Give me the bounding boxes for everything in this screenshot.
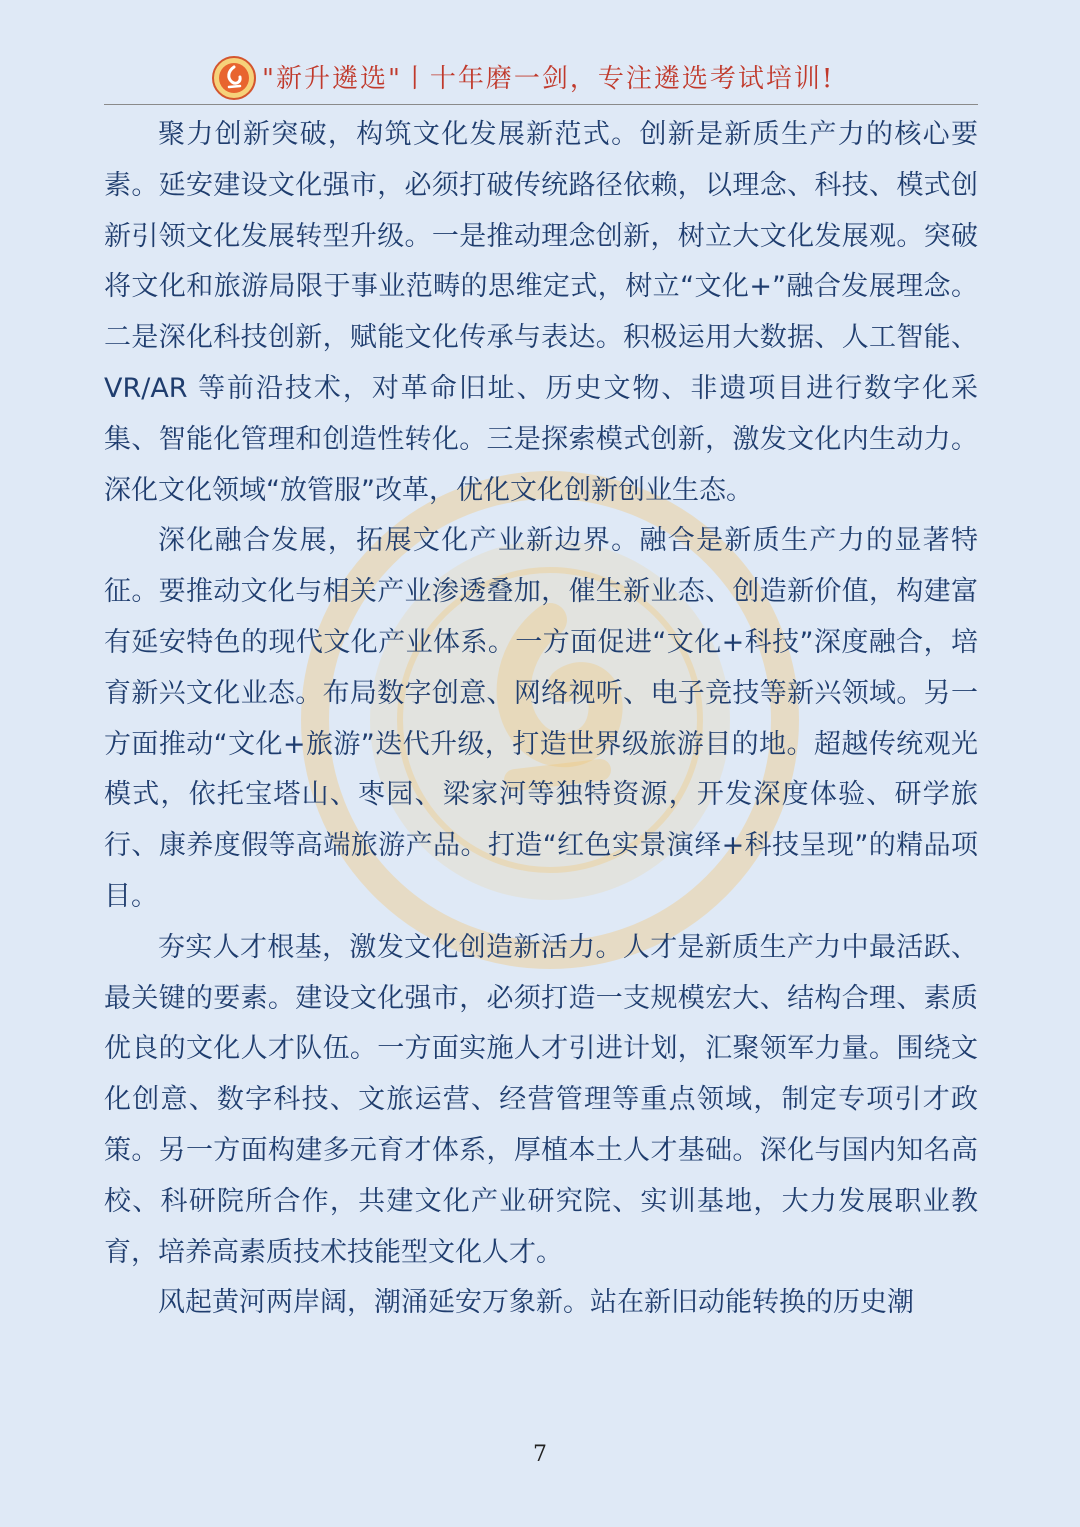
header-slogan: "新升遴选"丨十年磨一剑，专注遴选考试培训! [262,64,835,94]
page-header [104,56,978,105]
page-number: 7 [533,1442,547,1467]
article-body [104,110,978,1329]
paragraph-conclusion: 风起黄河两岸阔，潮涌延安万象新。站在新旧动能转换的历史潮 [158,1287,914,1319]
paragraph-integration: 深化融合发展，拓展文化产业新边界。融合是新质生产力的显著特征。要推动文化与相关产业渗透叠加，催生新业态、创造新价值，构建富有延安特色的现代文化产业体系。一方面促进“文化+科技”深度融合，培育新兴文化业态。布局数字创意、网络视听、电子竞技等新兴领域。另一方面推动“文化+旅游”迭代升级，打造世界级旅游目的地。超越传统观光模式，依托宝塔山、枣园、梁家河等独特资源，开发深度体验、研学旅行、康养度假等高端旅游产品。打造“红色实景演绎+科技呈现”的精品项目。 [104,525,978,912]
paragraph-talent: 夯实人才根基，激发文化创造新活力。人才是新质生产力中最活跃、最关键的要素。建设文化强市，必须打造一支规模宏大、结构合理、素质优良的文化人才队伍。一方面实施人才引进计划，汇聚领军力量。围绕文化创意、数字科技、文旅运营、经营管理等重点领域，制定专项引才政策。另一方面构建多元育才体系，厚植本土人才基础。深化与国内知名高校、科研院所合作，共建文化产业研究院、实训基地，大力发展职业教育，培养高素质技术技能型文化人才。 [104,931,978,1268]
xinsheng-logo-icon [212,56,256,100]
paragraph-innovation: 聚力创新突破，构筑文化发展新范式。创新是新质生产力的核心要素。延安建设文化强市，必须打破传统路径依赖，以理念、科技、模式创新引领文化发展转型升级。一是推动理念创新，树立大文化发展观。突破将文化和旅游局限于事业范畴的思维定式，树立“文化+”融合发展理念。二是深化科技创新，赋能文化传承与表达。积极运用大数据、人工智能、VR/AR 等前沿技术，对革命旧址、历史文物、非遗项目进行数字化采集、智能化管理和创造性转化。三是探索模式创新，激发文化内生动力。深化文化领域“放管服”改革，优化文化创新创业生态。 [104,119,978,506]
